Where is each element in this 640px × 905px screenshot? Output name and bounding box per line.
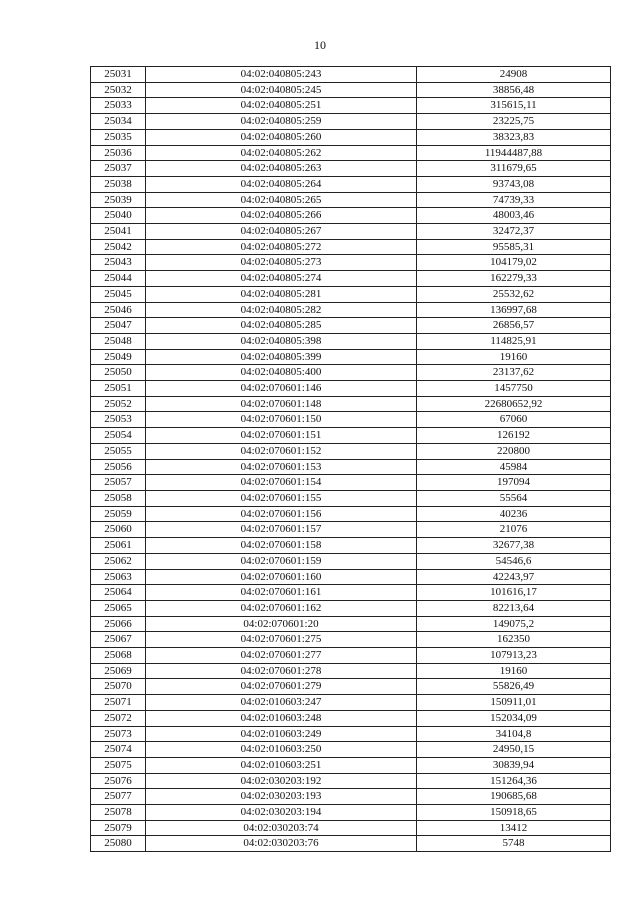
value-cell: 197094: [417, 475, 611, 491]
row-number-cell: 25067: [91, 632, 146, 648]
value-cell: 23137,62: [417, 365, 611, 381]
cadastral-number-cell: 04:02:040805:260: [146, 129, 417, 145]
table-row: [91, 632, 611, 648]
cadastral-number-cell: 04:02:040805:282: [146, 302, 417, 318]
table-row: [91, 569, 611, 585]
cadastral-number-cell: 04:02:070601:275: [146, 632, 417, 648]
table-row: [91, 443, 611, 459]
value-cell: 162350: [417, 632, 611, 648]
cadastral-number-cell: 04:02:030203:194: [146, 805, 417, 821]
cadastral-number-cell: 04:02:040805:274: [146, 271, 417, 287]
value-cell: 26856,57: [417, 318, 611, 334]
table-row: [91, 286, 611, 302]
row-number-cell: 25053: [91, 412, 146, 428]
value-cell: 24908: [417, 67, 611, 83]
table-row: [91, 114, 611, 130]
value-cell: 311679,65: [417, 161, 611, 177]
table-row: [91, 710, 611, 726]
cadastral-number-cell: 04:02:070601:146: [146, 381, 417, 397]
cadastral-number-cell: 04:02:040805:281: [146, 286, 417, 302]
row-number-cell: 25044: [91, 271, 146, 287]
table-row: [91, 475, 611, 491]
value-cell: 32677,38: [417, 538, 611, 554]
row-number-cell: 25045: [91, 286, 146, 302]
row-number-cell: 25052: [91, 396, 146, 412]
row-number-cell: 25075: [91, 757, 146, 773]
value-cell: 32472,37: [417, 224, 611, 240]
cadastral-number-cell: 04:02:040805:265: [146, 192, 417, 208]
value-cell: 126192: [417, 428, 611, 444]
cadastral-number-cell: 04:02:040805:266: [146, 208, 417, 224]
value-cell: 40236: [417, 506, 611, 522]
cadastral-number-cell: 04:02:040805:400: [146, 365, 417, 381]
table-row: [91, 318, 611, 334]
table-row: [91, 349, 611, 365]
table-row: [91, 490, 611, 506]
table-row: [91, 129, 611, 145]
cadastral-number-cell: 04:02:010603:247: [146, 695, 417, 711]
table-row: [91, 648, 611, 664]
cadastral-number-cell: 04:02:040805:251: [146, 98, 417, 114]
row-number-cell: 25041: [91, 224, 146, 240]
table-row: [91, 365, 611, 381]
value-cell: 162279,33: [417, 271, 611, 287]
table-row: [91, 585, 611, 601]
value-cell: 93743,08: [417, 176, 611, 192]
cadastral-number-cell: 04:02:010603:248: [146, 710, 417, 726]
table-row: [91, 145, 611, 161]
cadastral-number-cell: 04:02:010603:251: [146, 757, 417, 773]
row-number-cell: 25068: [91, 648, 146, 664]
table-row: [91, 695, 611, 711]
row-number-cell: 25065: [91, 600, 146, 616]
table-row: [91, 239, 611, 255]
value-cell: 1457750: [417, 381, 611, 397]
value-cell: 48003,46: [417, 208, 611, 224]
row-number-cell: 25069: [91, 663, 146, 679]
value-cell: 45984: [417, 459, 611, 475]
table-row: [91, 789, 611, 805]
row-number-cell: 25079: [91, 820, 146, 836]
value-cell: 30839,94: [417, 757, 611, 773]
value-cell: 55826,49: [417, 679, 611, 695]
cadastral-number-cell: 04:02:070601:159: [146, 553, 417, 569]
cadastral-number-cell: 04:02:040805:267: [146, 224, 417, 240]
table-row: [91, 255, 611, 271]
row-number-cell: 25072: [91, 710, 146, 726]
cadastral-number-cell: 04:02:070601:162: [146, 600, 417, 616]
value-cell: 74739,33: [417, 192, 611, 208]
row-number-cell: 25062: [91, 553, 146, 569]
cadastral-number-cell: 04:02:040805:263: [146, 161, 417, 177]
row-number-cell: 25050: [91, 365, 146, 381]
row-number-cell: 25078: [91, 805, 146, 821]
row-number-cell: 25034: [91, 114, 146, 130]
cadastral-number-cell: 04:02:070601:148: [146, 396, 417, 412]
value-cell: 114825,91: [417, 333, 611, 349]
row-number-cell: 25060: [91, 522, 146, 538]
row-number-cell: 25073: [91, 726, 146, 742]
table-row: [91, 836, 611, 852]
value-cell: 55564: [417, 490, 611, 506]
table-row: [91, 616, 611, 632]
cadastral-number-cell: 04:02:070601:158: [146, 538, 417, 554]
row-number-cell: 25063: [91, 569, 146, 585]
value-cell: 149075,2: [417, 616, 611, 632]
cadastral-number-cell: 04:02:070601:152: [146, 443, 417, 459]
table-body: [91, 67, 611, 852]
cadastral-number-cell: 04:02:010603:249: [146, 726, 417, 742]
value-cell: 190685,68: [417, 789, 611, 805]
row-number-cell: 25056: [91, 459, 146, 475]
cadastral-number-cell: 04:02:070601:161: [146, 585, 417, 601]
table-row: [91, 396, 611, 412]
row-number-cell: 25074: [91, 742, 146, 758]
value-cell: 13412: [417, 820, 611, 836]
value-cell: 150911,01: [417, 695, 611, 711]
cadastral-number-cell: 04:02:070601:160: [146, 569, 417, 585]
table-row: [91, 522, 611, 538]
row-number-cell: 25031: [91, 67, 146, 83]
table-row: [91, 224, 611, 240]
page-number: 10: [314, 38, 326, 52]
value-cell: 151264,36: [417, 773, 611, 789]
row-number-cell: 25057: [91, 475, 146, 491]
table-row: [91, 506, 611, 522]
cadastral-number-cell: 04:02:040805:262: [146, 145, 417, 161]
table-row: [91, 192, 611, 208]
value-cell: 19160: [417, 663, 611, 679]
cadastral-number-cell: 04:02:070601:155: [146, 490, 417, 506]
value-cell: 25532,62: [417, 286, 611, 302]
cadastral-number-cell: 04:02:070601:277: [146, 648, 417, 664]
cadastral-number-cell: 04:02:010603:250: [146, 742, 417, 758]
cadastral-number-cell: 04:02:040805:398: [146, 333, 417, 349]
row-number-cell: 25051: [91, 381, 146, 397]
cadastral-number-cell: 04:02:040805:243: [146, 67, 417, 83]
value-cell: 220800: [417, 443, 611, 459]
row-number-cell: 25054: [91, 428, 146, 444]
cadastral-number-cell: 04:02:040805:245: [146, 82, 417, 98]
value-cell: 24950,15: [417, 742, 611, 758]
cadastral-number-cell: 04:02:070601:156: [146, 506, 417, 522]
table-row: [91, 553, 611, 569]
table-row: [91, 726, 611, 742]
value-cell: 107913,23: [417, 648, 611, 664]
row-number-cell: 25038: [91, 176, 146, 192]
row-number-cell: 25055: [91, 443, 146, 459]
value-cell: 82213,64: [417, 600, 611, 616]
table-row: [91, 302, 611, 318]
cadastral-number-cell: 04:02:070601:153: [146, 459, 417, 475]
value-cell: 5748: [417, 836, 611, 852]
table-row: [91, 805, 611, 821]
table-row: [91, 176, 611, 192]
row-number-cell: 25042: [91, 239, 146, 255]
cadastral-number-cell: 04:02:070601:154: [146, 475, 417, 491]
cadastral-number-cell: 04:02:070601:157: [146, 522, 417, 538]
value-cell: 67060: [417, 412, 611, 428]
row-number-cell: 25077: [91, 789, 146, 805]
row-number-cell: 25049: [91, 349, 146, 365]
table-row: [91, 428, 611, 444]
row-number-cell: 25071: [91, 695, 146, 711]
registry-table: [90, 66, 611, 852]
row-number-cell: 25035: [91, 129, 146, 145]
value-cell: 315615,11: [417, 98, 611, 114]
row-number-cell: 25043: [91, 255, 146, 271]
table-row: [91, 679, 611, 695]
value-cell: 104179,02: [417, 255, 611, 271]
cadastral-number-cell: 04:02:040805:285: [146, 318, 417, 334]
row-number-cell: 25048: [91, 333, 146, 349]
cadastral-number-cell: 04:02:070601:151: [146, 428, 417, 444]
value-cell: 152034,09: [417, 710, 611, 726]
table-row: [91, 82, 611, 98]
table-row: [91, 271, 611, 287]
row-number-cell: 25070: [91, 679, 146, 695]
row-number-cell: 25036: [91, 145, 146, 161]
table-row: [91, 773, 611, 789]
row-number-cell: 25061: [91, 538, 146, 554]
table-row: [91, 742, 611, 758]
row-number-cell: 25039: [91, 192, 146, 208]
table-row: [91, 412, 611, 428]
cadastral-number-cell: 04:02:040805:259: [146, 114, 417, 130]
table-row: [91, 333, 611, 349]
value-cell: 38323,83: [417, 129, 611, 145]
table-row: [91, 538, 611, 554]
cadastral-number-cell: 04:02:030203:192: [146, 773, 417, 789]
cadastral-number-cell: 04:02:030203:193: [146, 789, 417, 805]
table-row: [91, 757, 611, 773]
row-number-cell: 25047: [91, 318, 146, 334]
value-cell: 11944487,88: [417, 145, 611, 161]
table-row: [91, 67, 611, 83]
row-number-cell: 25046: [91, 302, 146, 318]
value-cell: 42243,97: [417, 569, 611, 585]
table-row: [91, 98, 611, 114]
value-cell: 19160: [417, 349, 611, 365]
cadastral-number-cell: 04:02:070601:279: [146, 679, 417, 695]
table-row: [91, 663, 611, 679]
value-cell: 95585,31: [417, 239, 611, 255]
cadastral-number-cell: 04:02:070601:20: [146, 616, 417, 632]
cadastral-number-cell: 04:02:040805:272: [146, 239, 417, 255]
value-cell: 150918,65: [417, 805, 611, 821]
table-row: [91, 208, 611, 224]
row-number-cell: 25058: [91, 490, 146, 506]
row-number-cell: 25066: [91, 616, 146, 632]
value-cell: 136997,68: [417, 302, 611, 318]
value-cell: 34104,8: [417, 726, 611, 742]
value-cell: 21076: [417, 522, 611, 538]
value-cell: 101616,17: [417, 585, 611, 601]
row-number-cell: 25033: [91, 98, 146, 114]
table-row: [91, 600, 611, 616]
value-cell: 54546,6: [417, 553, 611, 569]
table-row: [91, 459, 611, 475]
row-number-cell: 25064: [91, 585, 146, 601]
row-number-cell: 25037: [91, 161, 146, 177]
table-row: [91, 381, 611, 397]
cadastral-number-cell: 04:02:040805:399: [146, 349, 417, 365]
table-row: [91, 161, 611, 177]
cadastral-number-cell: 04:02:070601:150: [146, 412, 417, 428]
cadastral-number-cell: 04:02:070601:278: [146, 663, 417, 679]
cadastral-number-cell: 04:02:040805:273: [146, 255, 417, 271]
cadastral-number-cell: 04:02:040805:264: [146, 176, 417, 192]
row-number-cell: 25059: [91, 506, 146, 522]
row-number-cell: 25076: [91, 773, 146, 789]
cadastral-number-cell: 04:02:030203:74: [146, 820, 417, 836]
value-cell: 38856,48: [417, 82, 611, 98]
cadastral-number-cell: 04:02:030203:76: [146, 836, 417, 852]
table-row: [91, 820, 611, 836]
value-cell: 23225,75: [417, 114, 611, 130]
value-cell: 22680652,92: [417, 396, 611, 412]
row-number-cell: 25040: [91, 208, 146, 224]
row-number-cell: 25080: [91, 836, 146, 852]
row-number-cell: 25032: [91, 82, 146, 98]
